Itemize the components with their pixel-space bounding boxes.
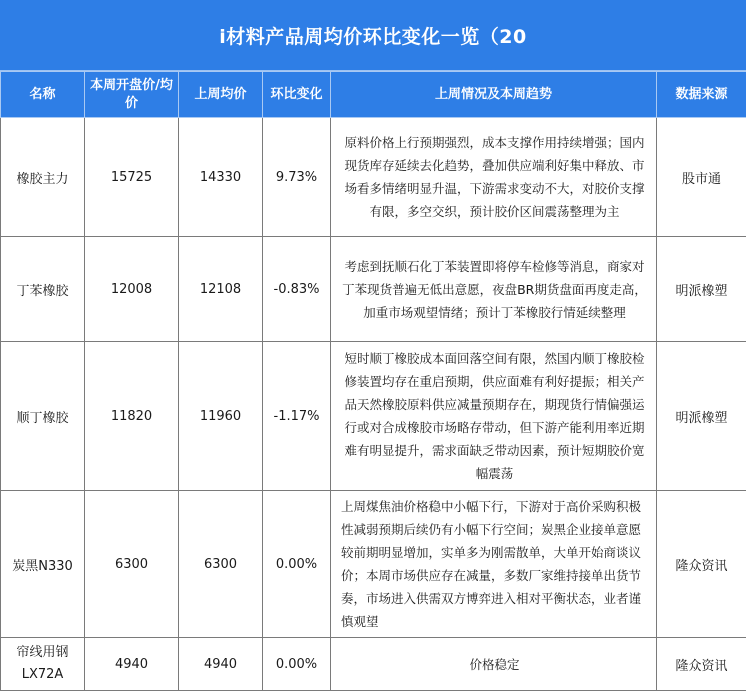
cell-source: 隆众资讯	[657, 638, 746, 691]
cell-open-avg: 6300	[85, 491, 179, 638]
cell-trend: 上周煤焦油价格稳中小幅下行，下游对于高价采购积极性减弱预期后续仍有小幅下行空间；炭黑企业接单意愿较前期明显增加，实单多为刚需散单，大单开始商谈议价；本周市场供应存在减量，多数厂家维持接单出货节奏，市场进入供需双方博弈进入相对平衡状态，业者谨慎观望	[331, 491, 657, 638]
cell-source: 明派橡塑	[657, 237, 746, 342]
header-row	[1, 72, 746, 118]
cell-source: 隆众资讯	[657, 491, 746, 638]
cell-open-avg: 4940	[85, 638, 179, 691]
cell-last-week-avg: 12108	[179, 237, 263, 342]
cell-name: 炭黑N330	[1, 491, 85, 638]
table-row	[1, 491, 746, 638]
cell-last-week-avg: 14330	[179, 118, 263, 237]
cell-source: 股市通	[657, 118, 746, 237]
cell-name: 顺丁橡胶	[1, 342, 85, 491]
cell-name: 丁苯橡胶	[1, 237, 85, 342]
cell-trend: 短时顺丁橡胶成本面回落空间有限，然国内顺丁橡胶检修装置均存在重启预期，供应面难有利好提振；相关产品天然橡胶原料供应减量预期存在，期现货行情偏强运行或对合成橡胶市场略存带动，但下游产能利用率近期难有明显提升，需求面缺乏带动因素，预计短期胶价宽幅震荡	[331, 342, 657, 491]
header-source: 数据来源	[657, 72, 746, 118]
table-row	[1, 638, 746, 691]
table-row	[1, 118, 746, 237]
header-last-week-avg: 上周均价	[179, 72, 263, 118]
cell-open-avg: 11820	[85, 342, 179, 491]
cell-name: 帘线用钢LX72A	[1, 638, 85, 691]
cell-source: 明派橡塑	[657, 342, 746, 491]
cell-trend: 考虑到抚顺石化丁苯装置即将停车检修等消息，商家对丁苯现货普遍无低出意愿，夜盘BR期货盘面再度走高，加重市场观望情绪；预计丁苯橡胶行情延续整理	[331, 237, 657, 342]
cell-change: 0.00%	[263, 638, 331, 691]
cell-change: -0.83%	[263, 237, 331, 342]
cell-name: 橡胶主力	[1, 118, 85, 237]
cell-last-week-avg: 11960	[179, 342, 263, 491]
cell-change: 0.00%	[263, 491, 331, 638]
cell-change: 9.73%	[263, 118, 331, 237]
header-trend: 上周情况及本周趋势	[331, 72, 657, 118]
table-title: i材料产品周均价环比变化一览（20	[0, 0, 746, 71]
header-open-avg: 本周开盘价/均价	[85, 72, 179, 118]
table-row	[1, 342, 746, 491]
cell-change: -1.17%	[263, 342, 331, 491]
cell-last-week-avg: 6300	[179, 491, 263, 638]
cell-last-week-avg: 4940	[179, 638, 263, 691]
cell-open-avg: 12008	[85, 237, 179, 342]
header-name: 名称	[1, 72, 85, 118]
table-row	[1, 237, 746, 342]
cell-trend: 价格稳定	[331, 638, 657, 691]
cell-open-avg: 15725	[85, 118, 179, 237]
price-table	[0, 71, 746, 691]
header-change: 环比变化	[263, 72, 331, 118]
cell-trend: 原料价格上行预期强烈，成本支撑作用持续增强；国内现货库存延续去化趋势，叠加供应端利好集中释放、市场看多情绪明显升温，下游需求变动不大，对胶价支撑有限，多空交织，预计胶价区间震荡整理为主	[331, 118, 657, 237]
